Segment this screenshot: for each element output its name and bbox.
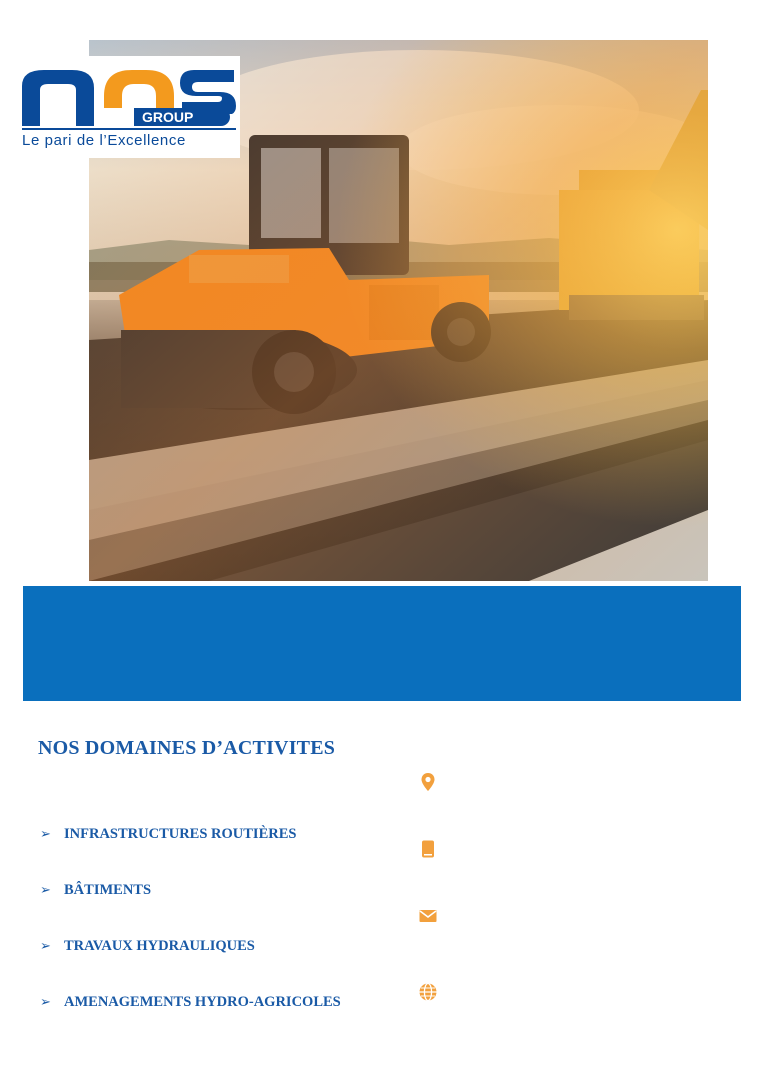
arrow-bullet-icon: ➢ xyxy=(40,995,51,1010)
arrow-bullet-icon: ➢ xyxy=(40,827,51,842)
activity-label: TRAVAUX HYDRAULIQUES xyxy=(64,938,255,954)
activity-label: BÂTIMENTS xyxy=(64,882,152,898)
blue-banner xyxy=(23,586,741,701)
logo-group-label: GROUP xyxy=(134,108,230,126)
section-title: NOS DOMAINES D’ACTIVITES xyxy=(38,737,336,759)
activity-item-batiments xyxy=(40,882,151,899)
mail-icon xyxy=(418,906,438,926)
activity-item-travaux-hydrauliques xyxy=(40,938,255,955)
logo-tagline: Le pari de l’Excellence xyxy=(22,132,186,149)
activity-item-infrastructures xyxy=(40,826,296,843)
phone-icon xyxy=(418,839,438,859)
location-icon xyxy=(418,772,438,792)
arrow-bullet-icon: ➢ xyxy=(40,883,51,898)
company-logo xyxy=(14,56,240,158)
globe-icon xyxy=(418,982,438,1002)
arrow-bullet-icon: ➢ xyxy=(40,939,51,954)
activity-item-amenagements xyxy=(40,994,341,1011)
logo-divider xyxy=(22,128,236,130)
activity-label: INFRASTRUCTURES ROUTIÈRES xyxy=(64,826,297,842)
activity-label: AMENAGEMENTS HYDRO-AGRICOLES xyxy=(64,994,341,1010)
